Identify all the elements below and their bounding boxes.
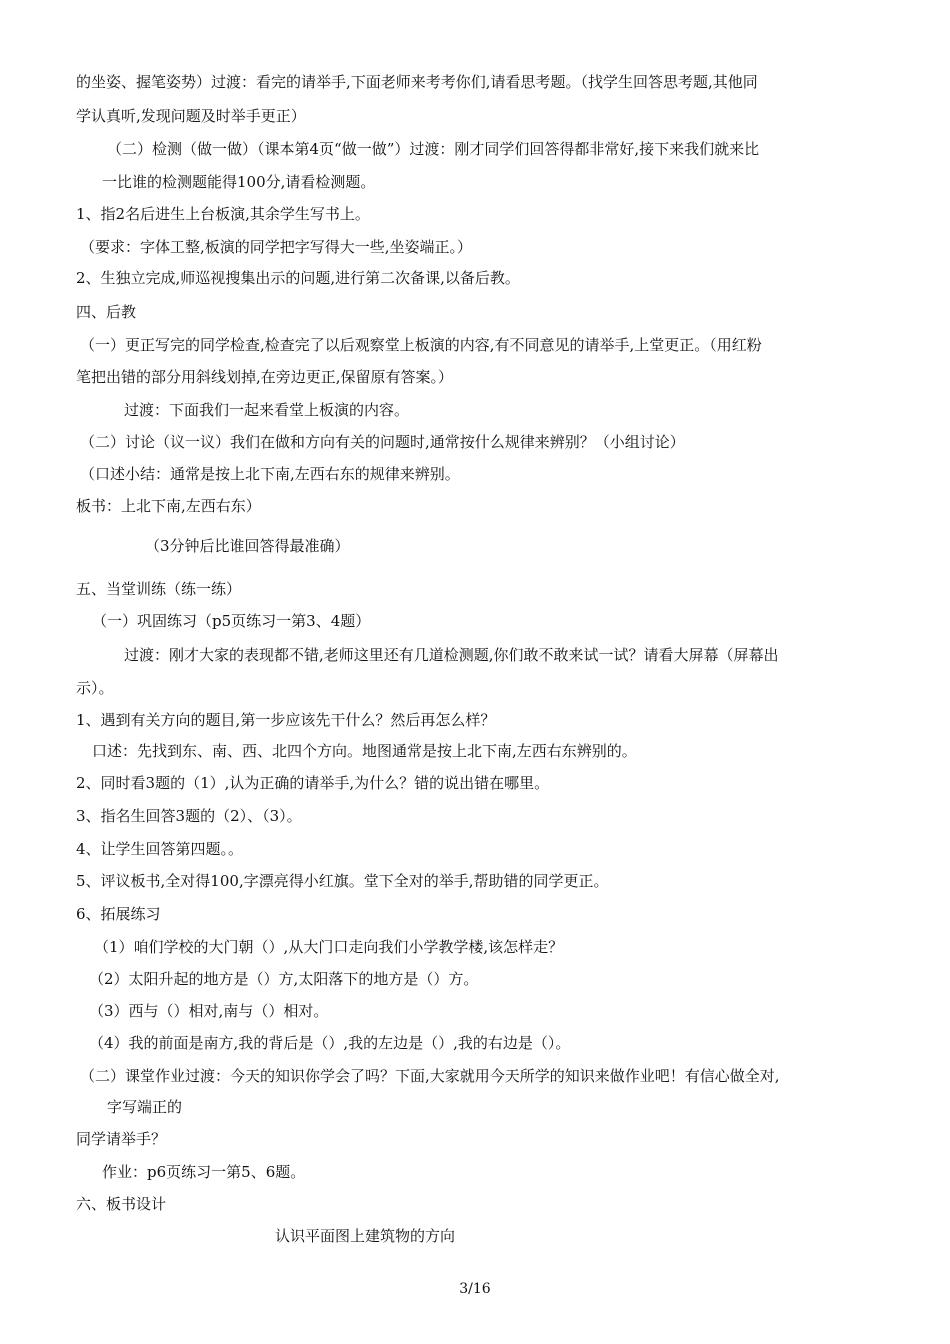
text-line: （口述小结：通常是按上北下南,左西右东的规律来辨别。 [80,465,460,483]
text-line: （一）更正写完的同学检查,检查完了以后观察堂上板演的内容,有不同意见的请举手,上堂更正。（用红粉 [80,336,762,354]
text-line: 1、指2名后进生上台板演,其余学生写书上。 [76,205,370,223]
text-line: （二）课堂作业过渡：今天的知识你学会了吗？下面,大家就用今天所学的知识来做作业吧！有信心做全对, [80,1067,780,1085]
board-design-title: 认识平面图上建筑物的方向 [275,1227,456,1245]
text-line: 一比谁的检测题能得100分,请看检测题。 [102,173,376,191]
text-line: （4）我的前面是南方,我的背后是（）,我的左边是（）,我的右边是（）。 [89,1034,571,1052]
text-line: 6、拓展练习 [76,905,161,923]
text-line: 笔把出错的部分用斜线划掉,在旁边更正,保留原有答案。） [76,368,454,386]
text-line: 2、生独立完成,师巡视搜集出示的问题,进行第二次备课,以备后教。 [76,269,520,287]
text-line: （2）太阳升起的地方是（）方,太阳落下的地方是（）方。 [89,970,479,988]
text-line: （3）西与（）相对,南与（）相对。 [89,1002,329,1020]
text-line: 1、遇到有关方向的题目,第一步应该先干什么？然后再怎么样？ [76,711,496,729]
text-line: 2、同时看3题的（1）,认为正确的请举手,为什么？错的说出错在哪里。 [76,774,550,792]
text-line: 过渡：下面我们一起来看堂上板演的内容。 [124,401,410,419]
text-line: 板书：上北下南,左西右东） [76,497,261,515]
text-line: 过渡：刚才大家的表现都不错,老师这里还有几道检测题,你们敢不敢来试一试？请看大屏幕（屏幕出 [124,646,779,664]
text-line: （二）讨论（议一议）我们在做和方向有关的问题时,通常按什么规律来辨别？（小组讨论） [80,433,685,451]
section-heading: 四、后教 [76,303,137,321]
text-line: 学认真听,发现问题及时举手更正） [76,107,306,125]
text-line: 字写端正的 [107,1098,183,1116]
text-line: 3、指名生回答3题的（2）、（3）。 [76,807,302,825]
page-number: 3/16 [459,1281,491,1297]
section-heading: 六、板书设计 [76,1195,167,1213]
section-heading: 五、当堂训练（练一练） [76,580,242,598]
text-line: 作业：p6页练习一第5、6题。 [102,1163,306,1181]
text-line: 4、让学生回答第四题。。 [76,840,244,858]
text-line: （要求：字体工整,板演的同学把字写得大一些,坐姿端正。） [80,238,473,256]
text-line: （3分钟后比谁回答得最准确） [145,537,350,555]
text-line: 5、评议板书,全对得100,字漂亮得小红旗。堂下全对的举手,帮助错的同学更正。 [76,872,609,890]
text-line: （二）检测（做一做）（课本第4页“做一做”）过渡：刚才同学们回答得都非常好,接下来我们就来比 [107,140,760,158]
text-line: 同学请举手？ [76,1130,167,1148]
text-line: （1）咱们学校的大门朝（）,从大门口走向我们小学教学楼,该怎样走？ [94,938,564,956]
text-line: 口述：先找到东、南、西、北四个方向。地图通常是按上北下南,左西右东辨别的。 [92,742,637,760]
text-line: （一）巩固练习（p5页练习一第3、4题） [92,612,371,630]
text-line: 示）。 [76,679,114,697]
text-line: 的坐姿、握笔姿势）过渡：看完的请举手,下面老师来考考你们,请看思考题。（找学生回答思考题,其他同 [76,73,758,91]
